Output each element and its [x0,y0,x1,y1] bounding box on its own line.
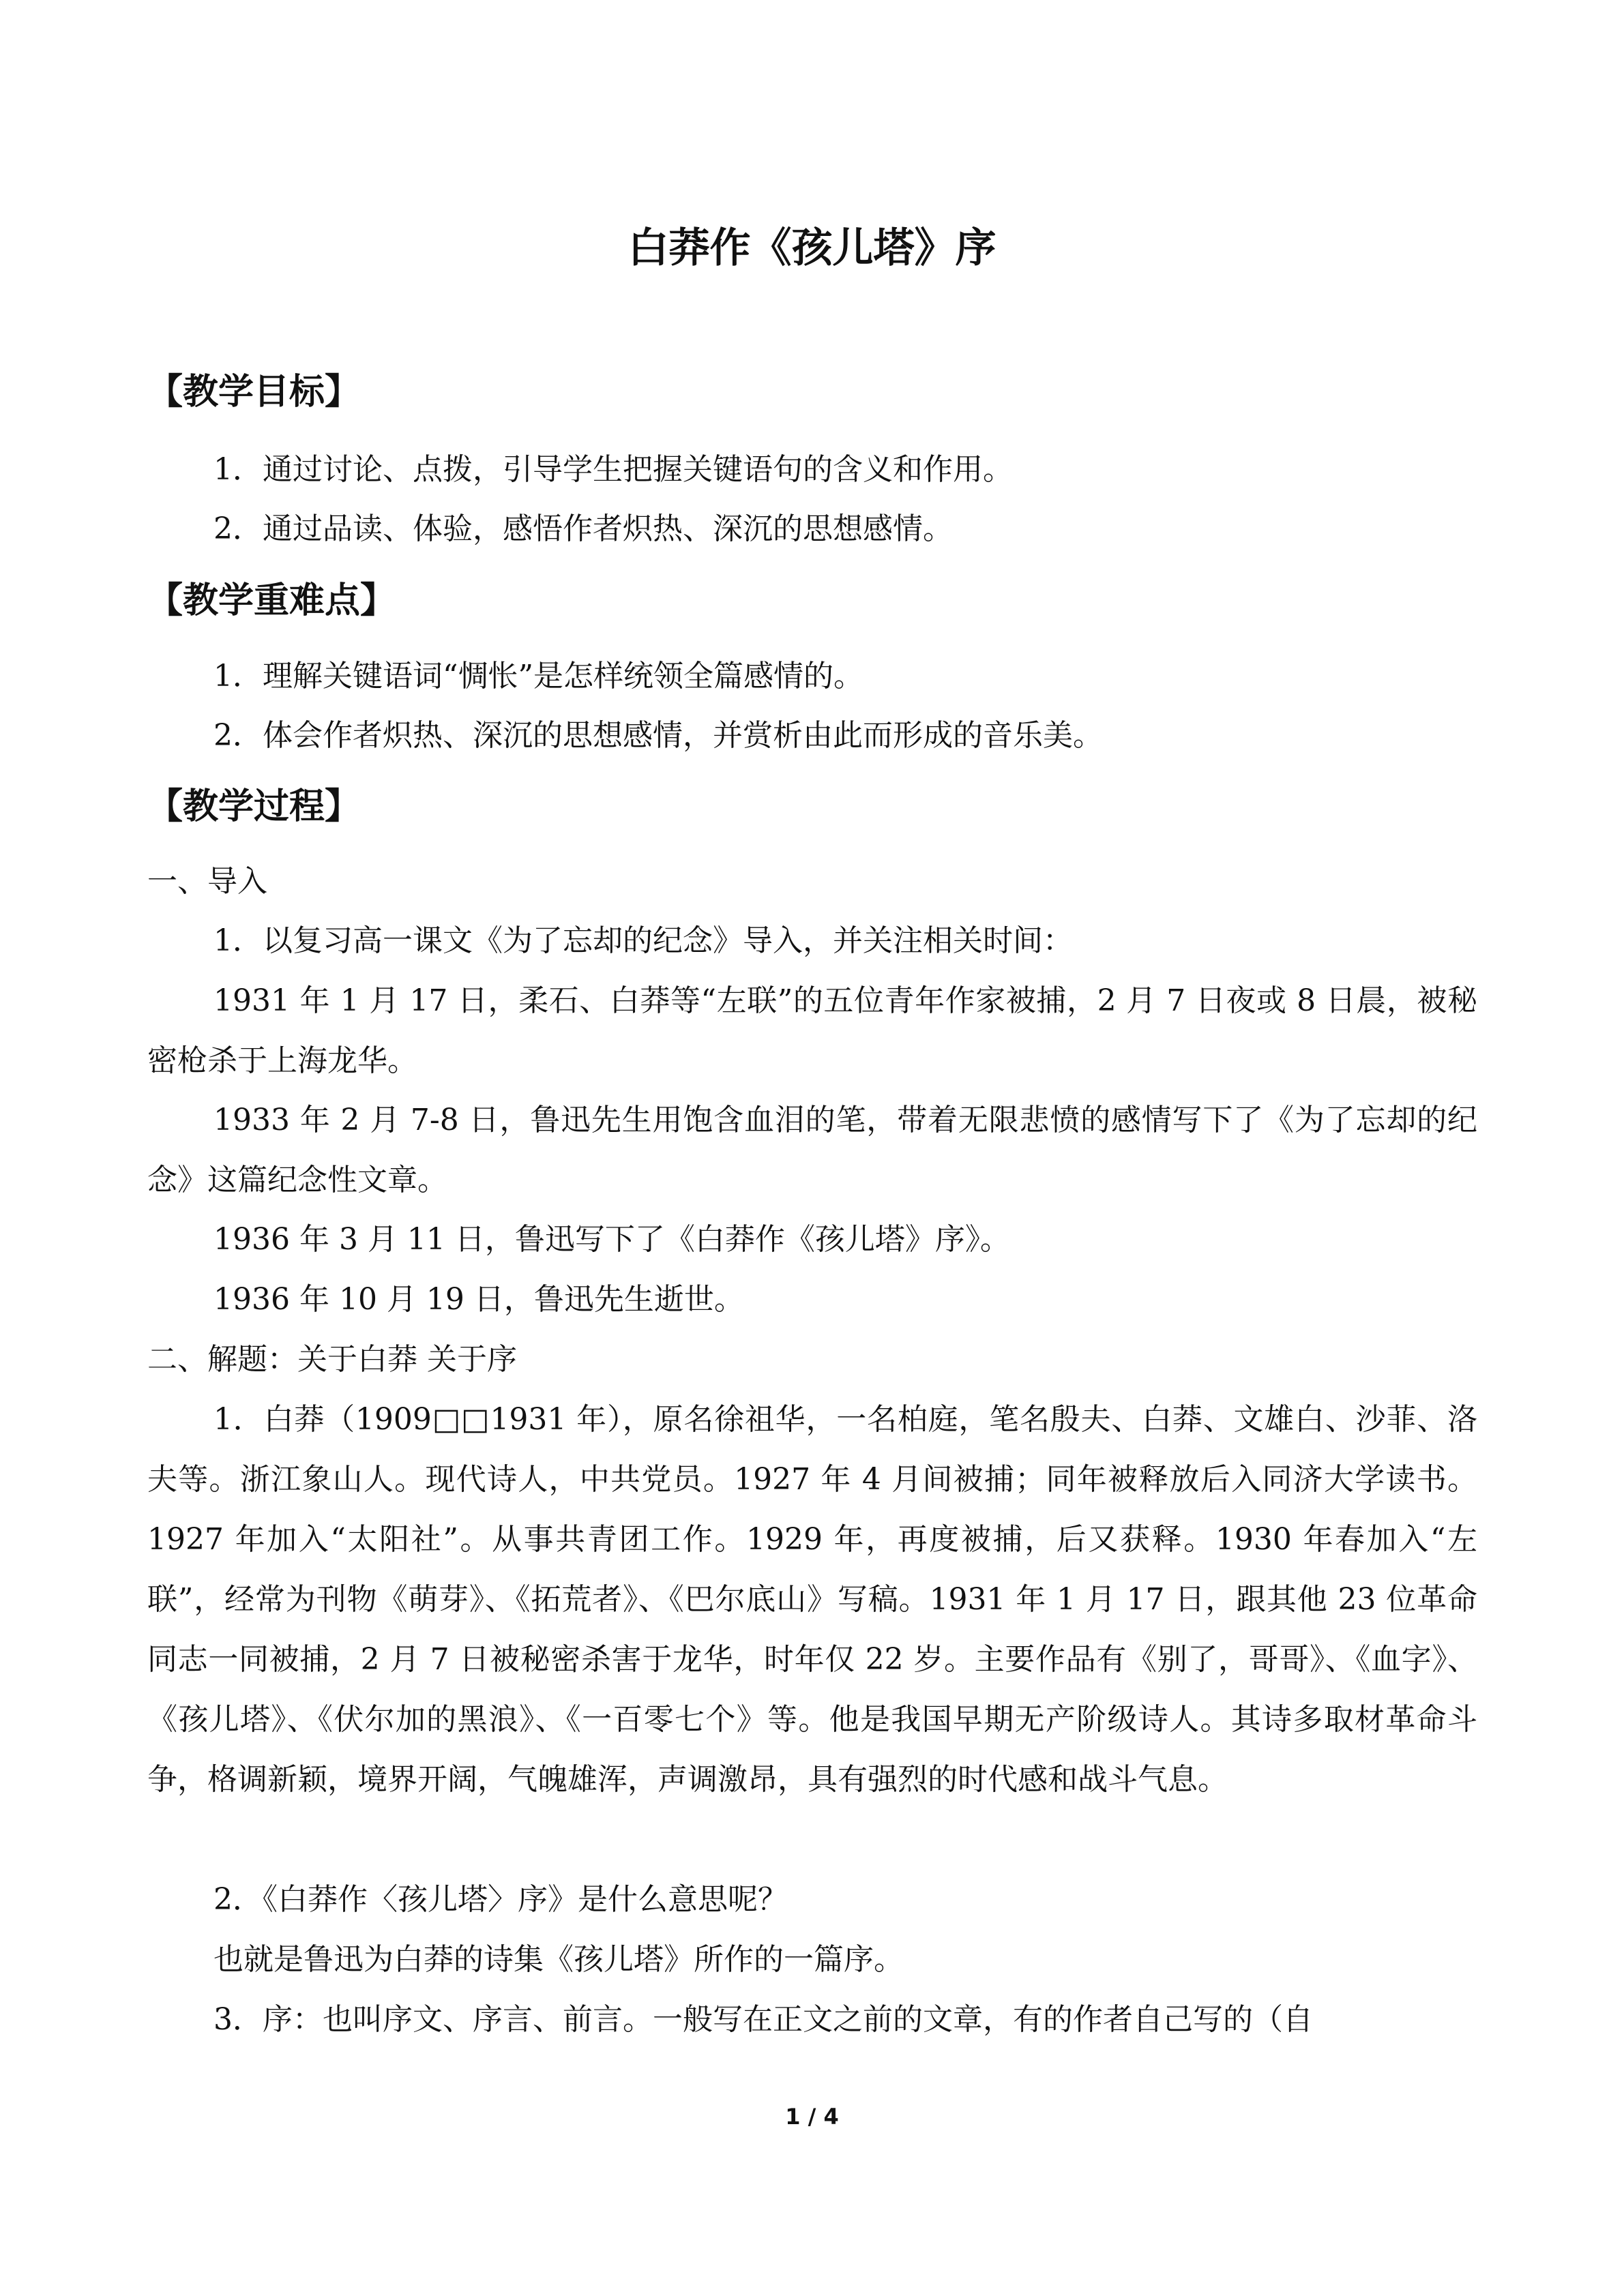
intro-paragraph-1933: 1933 年 2 月 7-8 日，鲁迅先生用饱含血泪的笔，带着无限悲愤的感情写下了《为了忘却的纪念》这篇纪念性文章。 [147,1103,1477,1197]
heading-teaching-goals: 【教学目标】 [147,372,361,413]
bai-mang-biography: 1．白莽（1909□□1931 年），原名徐祖华，一名柏庭，笔名殷夫、白莽、文雄白、沙菲、洛夫等。浙江象山人。现代诗人，中共党员。1927 年 4 月间被捕；同年被释放后入同济大学读书。1927 年加入“太阳社”。从事共青团工作。1929 年，再度被捕，后又获释。1930 年春加入“左联”，经常为刊物《萌芽》、《拓荒者》、《巴尔底山》写稿。1931 年 1 月 17 日，跟其他 23 位革命同志一同被捕，2 月 7 日被秘密杀害于龙华，时年仅 22 岁。主要作品有《别了，哥哥》、《血字》、《孩儿塔》、《伏尔加的黑浪》、《一百零七个》等。他是我国早期无产阶级诗人。其诗多取材革命斗争，格调新颖，境界开阔，气魄雄浑，声调激昂，具有强烈的时代感和战斗气息。 [147,1402,1477,1797]
goal-item-1: 1．通过讨论、点拨，引导学生把握关键语句的含义和作用。 [213,452,1013,487]
goal-item-2: 2．通过品读、体验，感悟作者炽热、深沉的思想感情。 [213,511,953,546]
section-title-explanation: 二、解题：关于白莽 关于序 [147,1342,517,1377]
document-title: 白莽作《孩儿塔》序 [628,224,996,272]
page-number: 1 / 4 [785,2104,839,2130]
heading-key-points: 【教学重难点】 [147,580,396,621]
heading-teaching-process: 【教学过程】 [147,786,361,827]
answer-title-meaning: 也就是鲁迅为白莽的诗集《孩儿塔》所作的一篇序。 [213,1942,904,1977]
intro-paragraph-1936-october: 1936 年 10 月 19 日，鲁迅先生逝世。 [213,1282,744,1317]
intro-paragraph-1936-march: 1936 年 3 月 11 日，鲁迅写下了《白莽作《孩儿塔》序》。 [213,1222,1010,1257]
question-title-meaning: 2．《白莽作〈孩儿塔〉序》是什么意思呢？ [213,1882,788,1917]
key-point-item-2: 2．体会作者炽热、深沉的思想感情，并赏析由此而形成的音乐美。 [213,718,1103,753]
intro-item-1: 1．以复习高一课文《为了忘却的纪念》导入，并关注相关时间： [213,923,1073,958]
preface-definition: 3．序：也叫序文、序言、前言。一般写在正文之前的文章，有的作者自己写的（自 [213,2002,1313,2037]
key-point-item-1: 1．理解关键语词“惆怅”是怎样统领全篇感情的。 [213,659,863,694]
intro-paragraph-1931: 1931 年 1 月 17 日，柔石、白莽等“左联”的五位青年作家被捕，2 月 7 日夜或 8 日晨，被秘密枪杀于上海龙华。 [147,983,1477,1078]
section-intro-title: 一、导入 [147,864,267,899]
